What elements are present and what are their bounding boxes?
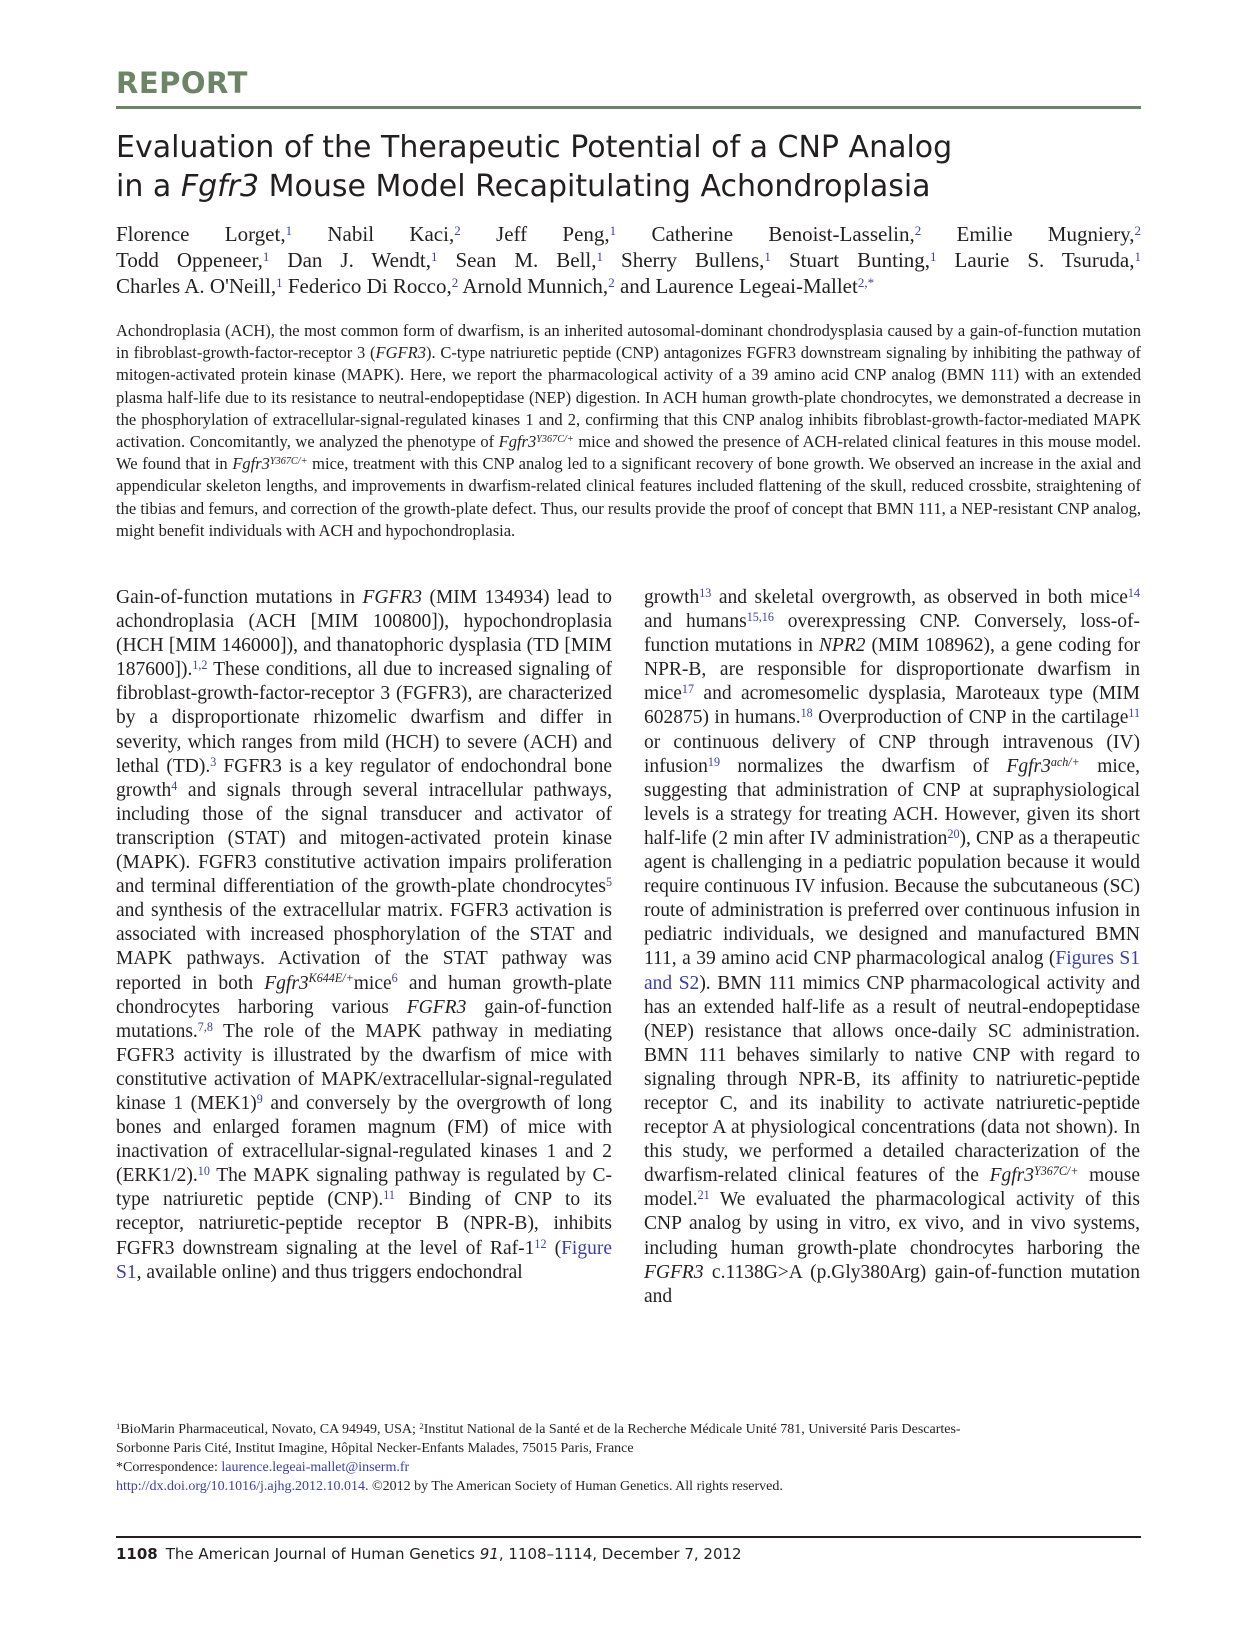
journal-name: The American Journal of Human Genetics	[165, 1545, 480, 1563]
body-text: FGFR3 is a key regulator of endochondral bone growth	[116, 755, 612, 801]
abstract-text: Achondroplasia (ACH), the most common form of dwarfism, is an inherited autosomal-dominant chondrodysplasia caused by a gain-of-function mutation in fibroblast-growth-factor-receptor 3 (	[116, 321, 1141, 363]
title-text: Mouse Model Recapitulating Achondroplasia	[259, 169, 931, 204]
page-footer	[116, 1545, 742, 1563]
gene-name: Fgfr3	[989, 1165, 1035, 1187]
body-text: and skeletal overgrowth, as observed in both mice	[711, 587, 1128, 608]
citation-link[interactable]: 18	[800, 706, 813, 721]
body-text: (MIM 108962), a gene coding for NPR-B, are responsible for disproportionate dwarfism in mice	[644, 635, 1140, 705]
affiliation-mark[interactable]: 1	[430, 248, 438, 264]
page-number: 1108	[116, 1545, 158, 1563]
body-text: or continuous delivery of CNP through intravenous (IV) infusion	[644, 731, 1140, 777]
body-text: and signals through several intracellular pathways, including those of the signal transducer and activator of transcription (STAT) and mitogen-activated protein kinase (MAPK). FGFR3 constitutive activation impairs proliferation and terminal differentiation of the growth-plate chondrocytes	[116, 779, 612, 898]
footnotes	[116, 1420, 1141, 1496]
body-text: ), CNP as a therapeutic agent is challenging in a pediatric population because it would require continuous IV infusion. Because the subcutaneous (SC) route of administration is preferred over continuous infusion in pediatric individuals, we designed and manufactured BMN 111, a 39 amino acid CNP pharmacological analog (	[644, 827, 1140, 970]
body-text: The MAPK signaling pathway is regulated by C-type natriuretic peptide (CNP).	[116, 1165, 612, 1211]
author-name: Sherry Bullens,	[621, 248, 765, 272]
gene-name: NPR2	[818, 635, 866, 657]
body-text: and human growth-plate chondrocytes harboring various	[116, 972, 612, 1018]
allele-text: Y367C/+	[1034, 1164, 1079, 1179]
citation-link[interactable]: 15,16	[746, 610, 774, 625]
affiliation-mark[interactable]: 1	[764, 248, 771, 264]
body-text: normalizes the dwarfism of	[720, 755, 1007, 777]
allele-superscript	[309, 971, 354, 985]
affiliation-footnote	[116, 1420, 1141, 1439]
body-text: ). BMN 111 mimics CNP pharmacological activity and has an extended half-life as a result of neutral-endopeptidase (NEP) resistance that allows once-daily SC administration. BMN 111 behaves similarly to native CNP with regard to signaling through NPR-B, its affinity to natriuretic-peptide receptor C, and its inability to activate natriuretic-peptide receptor A at physiological concentrations (data not shown). In this study, we performed a detailed characterization of the dwarfism-related clinical features of the	[644, 972, 1140, 1187]
body-column-left	[116, 586, 612, 1285]
author-name: Catherine Benoist-Lasselin,	[651, 222, 915, 246]
allele-superscript	[536, 434, 574, 445]
affiliation-mark[interactable]: 1	[1134, 248, 1142, 264]
affiliation-mark[interactable]: 2,*	[857, 274, 875, 290]
copyright-text: . ©2012 by The American Society of Human Genetics. All rights reserved.	[365, 1479, 783, 1494]
body-text: Overproduction of CNP in the cartilage	[812, 707, 1129, 729]
author-name: Charles A. O'Neill,	[116, 274, 277, 298]
body-text: Gain-of-function mutations in	[116, 587, 363, 608]
correspondence-label: *Correspondence:	[116, 1460, 222, 1475]
abstract	[116, 320, 1141, 542]
allele-text: Y367C/+	[536, 433, 574, 445]
journal-pages-date: , 1108–1114, December 7, 2012	[498, 1545, 742, 1563]
citation-link[interactable]: 11	[383, 1188, 395, 1203]
citation-link[interactable]: 5	[605, 875, 612, 890]
citation-link[interactable]: 3	[210, 754, 217, 769]
author-name: Nabil Kaci,	[327, 222, 455, 246]
title-line-2	[116, 167, 1141, 206]
author-name: Florence Lorget,	[116, 222, 286, 246]
body-text: We evaluated the pharmacological activity of this CNP analog by using in vitro, ex vivo, and in vivo systems, including human growth-plate chondrocytes harboring the	[644, 1189, 1140, 1259]
section-label: REPORT	[116, 66, 248, 100]
affiliation-text: Institut National de la Santé et de la Recherche Médicale Unité 781, Université Paris Descartes-	[423, 1422, 961, 1437]
affiliation-mark[interactable]: 1	[596, 248, 604, 264]
citation-link[interactable]: 7,8	[197, 1019, 213, 1034]
allele-superscript	[1034, 1164, 1078, 1178]
author-line	[116, 273, 1141, 299]
doi-line	[116, 1477, 1141, 1496]
author-name: and Laurence Legeai-Mallet	[619, 274, 858, 298]
body-text: These conditions, all due to increased signaling of fibroblast-growth-factor-receptor 3 (FGFR3), are characterized by a disproportionate rhizomelic dwarfism and differ in severity, which ranges from mild (HCH) to severe (ACH) and lethal (TD).	[116, 659, 612, 777]
gene-name: Fgfr3	[264, 972, 309, 994]
citation-link[interactable]: 12	[534, 1236, 547, 1251]
doi-link[interactable]: http://dx.doi.org/10.1016/j.ajhg.2012.10.014	[116, 1479, 366, 1494]
body-text: (MIM 134934) lead to achondroplasia (ACH [MIM 100800]), hypochondroplasia (HCH [MIM 146000]), and thanatophoric dysplasia (TD [MIM 187600]).	[116, 587, 612, 681]
body-text: (	[546, 1237, 562, 1259]
affiliation-mark[interactable]: 1	[262, 248, 270, 264]
affiliation-mark[interactable]: 2	[454, 222, 461, 238]
body-text: and humans	[644, 611, 747, 633]
article-title	[116, 128, 1141, 206]
body-text: mice, suggesting that administration of CNP at supraphysiological levels is a strategy for treating ACH. However, given its short half-life (2 min after IV administration	[644, 755, 1140, 849]
body-text: overexpressing CNP. Conversely, loss-of-function mutations in	[644, 611, 1140, 657]
author-name: Jeff Peng,	[496, 222, 610, 246]
author-name: Dan J. Wendt,	[287, 248, 431, 272]
allele-superscript	[270, 456, 308, 467]
title-text: in a	[116, 169, 181, 204]
affiliation-mark[interactable]: 1	[930, 248, 937, 264]
allele-text: ach/+	[1050, 754, 1080, 769]
affiliation-text: BioMarin Pharmaceutical, Novato, CA 94949, USA;	[120, 1422, 420, 1437]
abstract-text: mice and showed the presence of ACH-related clinical features in this mouse model. We found that in	[116, 432, 1142, 474]
affiliation-mark[interactable]: 1	[609, 222, 617, 238]
journal-volume: 91	[479, 1545, 499, 1563]
affiliation-mark[interactable]: 2	[914, 222, 922, 238]
body-text: mice	[353, 972, 392, 994]
citation-link[interactable]: 19	[707, 754, 720, 769]
affiliation-mark[interactable]: 1	[285, 222, 293, 238]
figure-link[interactable]: Figures S1 and S2	[644, 948, 1140, 994]
gene-name: FGFR3	[362, 587, 423, 608]
body-text: mouse model.	[644, 1165, 1140, 1211]
citation-link[interactable]: 20	[947, 826, 960, 841]
citation-link[interactable]: 11	[1128, 706, 1140, 721]
author-name: Stuart Bunting,	[788, 248, 931, 272]
gene-name: FGFR3	[375, 343, 426, 363]
affiliation-mark[interactable]: 2	[608, 274, 615, 290]
author-name: Federico Di Rocco,	[287, 274, 452, 298]
allele-text: K644E/+	[308, 971, 354, 986]
body-text: gain-of-function mutations.	[116, 996, 612, 1042]
section-rule	[116, 106, 1141, 109]
affiliation-number: 2	[419, 1420, 424, 1431]
footer-rule	[116, 1536, 1141, 1538]
affiliation-mark[interactable]: 2	[1134, 222, 1142, 238]
author-line	[116, 221, 1141, 247]
abstract-text: ). C-type natriuretic peptide (CNP) antagonizes FGFR3 downstream signaling by inhibiting the pathway of mitogen-activated protein kinase (MAPK). Here, we report the pharmacological activity of a 39 amino acid CNP analog (BMN 111) with an extended plasma half-life due to its resistance to neutral-endopeptidase (NEP) digestion. In ACH human growth-plate chondrocytes, we demonstrated a decrease in the phosphorylation of extracellular-signal-regulated kinases 1 and 2, confirming that this CNP analog inhibits fibroblast-growth-factor-mediated MAPK activation. Concomitantly, we analyzed the phenotype of	[116, 343, 1141, 452]
gene-name: Fgfr3	[498, 432, 537, 452]
figure-link[interactable]: Figure S1	[116, 1237, 612, 1283]
abstract-text: mice, treatment with this CNP analog led to a significant recovery of bone growth. We observed an increase in the axial and appendicular skeleton lengths, and improvements in dwarfism-related clinical features included flattening of the skull, reduced crossbite, straightening of the tibias and femurs, and correction of the growth-plate defect. Thus, our results provide the proof of concept that BMN 111, a NEP-resistant CNP analog, might benefit individuals with ACH and hypochondroplasia.	[116, 454, 1141, 540]
author-name: Todd Oppeneer,	[116, 248, 263, 272]
body-text: and synthesis of the extracellular matrix. FGFR3 activation is associated with increased phosphorylation of the STAT and MAPK pathways. Activation of the STAT pathway was reported in both	[116, 900, 612, 994]
author-name: Laurie S. Tsuruda,	[954, 248, 1135, 272]
citation-link[interactable]: 4	[171, 778, 178, 793]
affiliation-number: 1	[116, 1420, 121, 1431]
citation-link[interactable]: 1,2	[192, 658, 208, 673]
citation-link[interactable]: 9	[256, 1091, 263, 1106]
author-name: Sean M. Bell,	[455, 248, 597, 272]
body-text: Binding of CNP to its receptor, natriuretic-peptide receptor B (NPR-B), inhibits FGFR3 downstream signaling at the level of Raf-1	[116, 1189, 612, 1259]
citation-link[interactable]: 13	[699, 585, 712, 600]
citation-link[interactable]: 10	[197, 1164, 210, 1179]
author-name: Arnold Munnich,	[462, 274, 609, 298]
citation-link[interactable]: 6	[391, 971, 398, 986]
body-text: and acromesomelic dysplasia, Maroteaux type (MIM 602875) in humans.	[644, 683, 1140, 729]
citation-link[interactable]: 21	[697, 1188, 710, 1203]
allele-superscript	[1051, 755, 1080, 769]
gene-name: FGFR3	[406, 996, 467, 1018]
affiliation-footnote-cont: Sorbonne Paris Cité, Institut Imagine, Hôpital Necker-Enfants Malades, 75015 Paris, France	[116, 1441, 634, 1456]
gene-name: Fgfr3	[232, 454, 270, 474]
title-line-1: Evaluation of the Therapeutic Potential of a CNP Analog	[116, 130, 953, 165]
correspondence-email-link[interactable]: laurence.legeai-mallet@inserm.fr	[221, 1460, 410, 1475]
correspondence-line	[116, 1458, 1141, 1477]
affiliation-mark[interactable]: 2	[451, 274, 459, 290]
body-text: The role of the MAPK pathway in mediating FGFR3 activity is illustrated by the dwarfism of mice with constitutive activation of MAPK/extracellular-signal-regulated kinase 1 (MEK1)	[116, 1020, 612, 1114]
allele-text: Y367C/+	[269, 456, 308, 468]
body-text: , available online) and thus triggers endochondral	[136, 1261, 523, 1283]
author-name: Emilie Mugniery,	[956, 222, 1135, 246]
author-list	[116, 221, 1141, 299]
gene-name: Fgfr3	[1006, 755, 1051, 777]
affiliation-mark[interactable]: 1	[276, 274, 283, 290]
body-text: and conversely by the overgrowth of long bones and enlarged foramen magnum (FM) of mice with inactivation of extracellular-signal-regulated kinases 1 and 2 (ERK1/2).	[116, 1092, 612, 1187]
gene-name: FGFR3	[644, 1261, 704, 1283]
citation-link[interactable]: 14	[1127, 585, 1140, 600]
author-line	[116, 247, 1141, 273]
body-text: c.1138G>A (p.Gly380Arg) gain-of-function mutation and	[644, 1261, 1140, 1307]
title-gene: Fgfr3	[180, 169, 260, 204]
body-text: growth	[644, 587, 700, 608]
citation-link[interactable]: 17	[681, 682, 694, 697]
body-column-right	[644, 586, 1140, 1309]
